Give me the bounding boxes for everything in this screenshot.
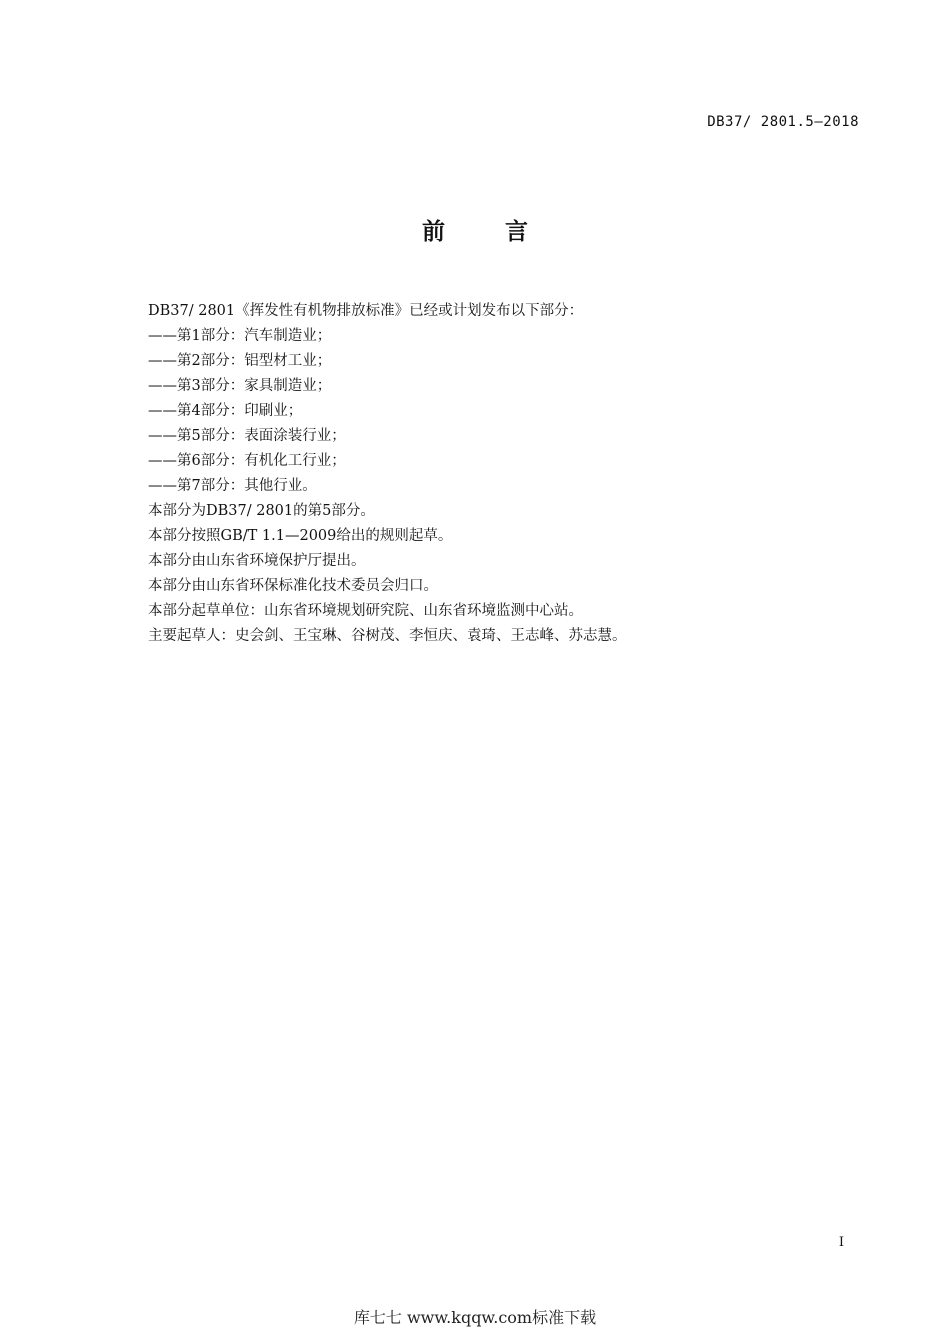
part-list-item: ——第7部分：其他行业。 (148, 478, 317, 494)
part-list-item: ——第4部分：印刷业； (148, 403, 303, 419)
foreword-line: 本部分由山东省环保标准化技术委员会归口。 (148, 578, 438, 594)
foreword-line: 本部分起草单位：山东省环境规划研究院、山东省环境监测中心站。 (148, 603, 583, 619)
foreword-line: 本部分为DB37/ 2801的第5部分。 (148, 503, 375, 519)
foreword-line: DB37/ 2801《挥发性有机物排放标准》已经或计划发布以下部分： (148, 303, 584, 319)
foreword-body (148, 299, 868, 649)
part-list-item: ——第2部分：铝型材工业； (148, 353, 332, 369)
part-list-item: ——第6部分：有机化工行业； (148, 453, 346, 469)
part-list-item: ——第3部分：家具制造业； (148, 378, 332, 394)
watermark-text: 库七七 www.kqqw.com标准下载 (353, 1308, 597, 1327)
foreword-line: 主要起草人：史会剑、王宝琳、谷树茂、李恒庆、袁琦、王志峰、苏志慧。 (148, 628, 627, 644)
page-number: I (838, 1235, 844, 1250)
part-list-item: ——第1部分：汽车制造业； (148, 328, 332, 344)
page-title: 前 言 (421, 219, 554, 245)
foreword-line: 本部分按照GB/T 1.1—2009给出的规则起草。 (148, 528, 453, 544)
document-code: DB37/ 2801.5—2018 (707, 114, 859, 130)
foreword-line: 本部分由山东省环境保护厅提出。 (148, 553, 366, 569)
part-list-item: ——第5部分：表面涂装行业； (148, 428, 346, 444)
